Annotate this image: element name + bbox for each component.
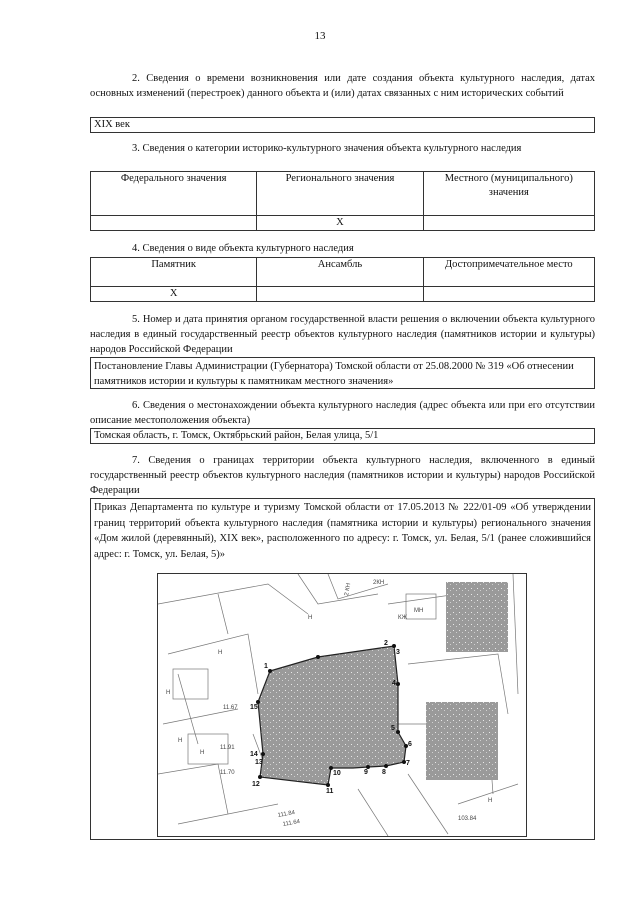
map-label: КЖ — [398, 615, 408, 621]
type-landmark-mark — [423, 287, 594, 302]
point-label: 12 — [252, 781, 260, 788]
point-label: 10 — [333, 770, 341, 777]
category-federal-header: Федерального значения — [91, 172, 257, 216]
point-label: 4 — [392, 680, 396, 687]
map-label: Н — [488, 798, 493, 804]
territory-boundary — [258, 646, 406, 785]
category-table — [90, 171, 595, 231]
point-label: 8 — [382, 769, 386, 776]
type-monument-header: Памятник — [91, 258, 257, 287]
map-label: 11.91 — [220, 745, 235, 751]
map-label: 111.64 — [282, 819, 301, 828]
section-6-text: 6. Сведения о местонахождении объекта культурного наследия (адрес объекта или при его отсутствии описание местоположения объекта) — [90, 400, 595, 426]
section-2-text: 2. Сведения о времени возникновения или дате создания объекта культурного наследия, датах основных изменений (перестроек) данного объекта и (или) датах связанных с ним исторических событий — [90, 73, 595, 99]
category-regional-header: Регионального значения — [257, 172, 423, 216]
section-3-text: 3. Сведения о категории историко-культурного значения объекта культурного наследия — [132, 143, 522, 154]
section-7-value: Приказ Департамента по культуре и туризму Томской области от 17.05.2013 № 222/01-09 «Об утверждении границ территорий объекта культурного наследия (памятника истории и культуры) регионального значения «Дом жилой (деревянный), XIX век», расположенного по адресу: г. Томск, ул. Белая, 5/1 (ранее сложившийся адрес: г. Томск, ул. Белая, 5)» — [94, 502, 591, 560]
type-landmark-header: Достопримечательное место — [423, 258, 594, 287]
boundary-map — [157, 573, 527, 837]
point-label: 2 — [384, 640, 388, 647]
map-label: 2 КН — [344, 582, 353, 597]
map-label: Н — [178, 738, 183, 744]
category-federal-mark — [91, 216, 257, 231]
section-7-text: 7. Сведения о границах территории объекта культурного наследия, включенного в единый государственный реестр объектов культурного наследия (памятников истории и культуры) народов Российской Федерации — [90, 455, 595, 496]
point-label: 3 — [396, 649, 400, 656]
point-label: 6 — [408, 741, 412, 748]
point-label: 9 — [364, 769, 368, 776]
category-local-mark — [423, 216, 594, 231]
map-label: Н — [166, 690, 171, 696]
page-number: 13 — [314, 30, 326, 42]
map-label: МН — [414, 608, 424, 614]
type-ensemble-mark — [257, 287, 423, 302]
section-4-text: 4. Сведения о виде объекта культурного наследия — [132, 243, 354, 254]
map-label: 111.84 — [277, 810, 296, 819]
section-5-value: Постановление Главы Администрации (Губернатора) Томской области от 25.08.2000 № 319 «Об отнесении памятников истории и культуры к памятникам местного значения» — [90, 357, 595, 389]
category-local-header: Местного (муниципального) значения — [423, 172, 594, 216]
boundary-map-svg — [158, 574, 526, 836]
category-regional-mark: X — [257, 216, 423, 231]
map-label: 103.84 — [458, 816, 477, 822]
point-label: 13 — [255, 759, 263, 766]
building-hatch-north — [446, 582, 508, 652]
point-label: 15 — [250, 704, 258, 711]
section-2-value: XIX век — [90, 117, 595, 133]
point-label: 11 — [326, 788, 334, 795]
point-label: 7 — [406, 760, 410, 767]
building-hatch-east — [426, 702, 498, 780]
point-label: 5 — [391, 725, 395, 732]
type-table — [90, 257, 595, 302]
type-ensemble-header: Ансамбль — [257, 258, 423, 287]
section-6-value: Томская область, г. Томск, Октябрьский район, Белая улица, 5/1 — [90, 428, 595, 444]
map-label: Н — [308, 615, 313, 621]
map-label: 2КН — [373, 580, 385, 586]
map-label: 11.67 — [223, 705, 238, 711]
map-label: Н — [218, 650, 223, 656]
section-5-text: 5. Номер и дата принятия органом государственной власти решения о включении объекта культурного наследия в единый государственный реестр объектов культурного наследия (памятников истории и культуры) народов Российской Федерации — [90, 314, 595, 355]
map-label: 11.70 — [220, 770, 235, 776]
type-monument-mark: X — [91, 287, 257, 302]
point-label: 14 — [250, 751, 258, 758]
point-label: 1 — [264, 663, 268, 670]
map-label: Н — [200, 750, 205, 756]
